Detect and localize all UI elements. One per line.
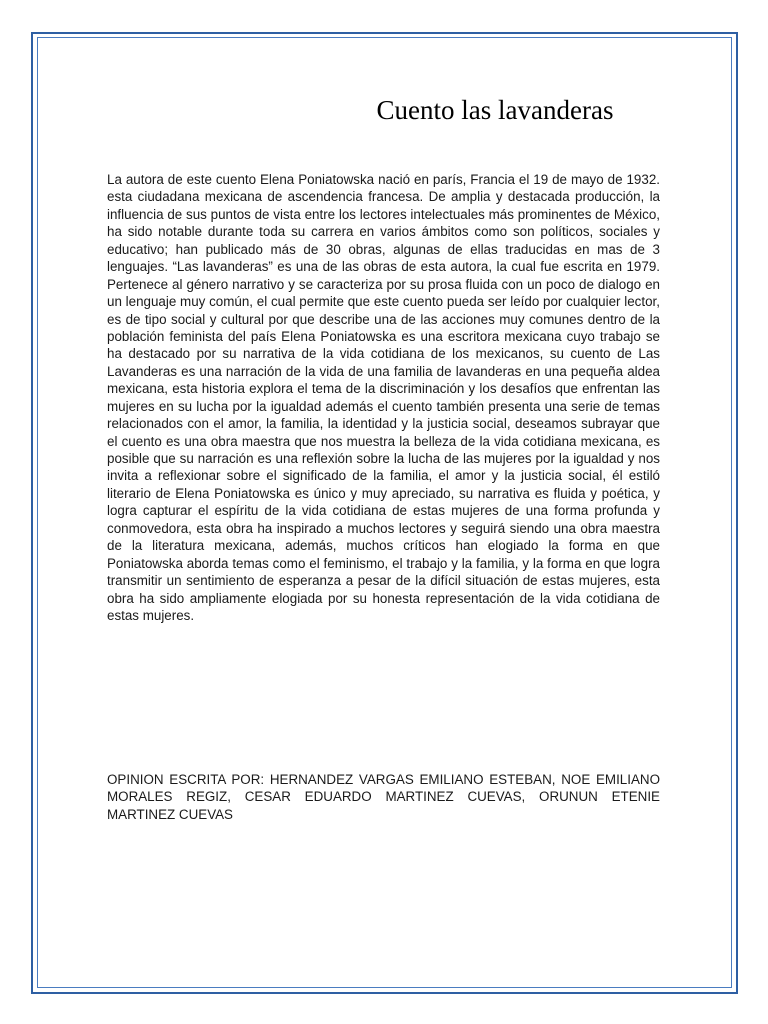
authors-paragraph: OPINION ESCRITA POR: HERNANDEZ VARGAS EMILIANO ESTEBAN, NOE EMILIANO MORALES REGIZ, CESAR EDUARDO MARTINEZ CUEVAS, ORUNUN ETENIE MARTINEZ CUEVAS [107,772,660,822]
body-paragraph: La autora de este cuento Elena Poniatowska nació en parís, Francia el 19 de mayo de 1932. esta ciudadana mexicana de ascendencia francesa. De amplia y destacada producción, la influencia de sus puntos de vista entre los lectores intelectuales más prominentes de México, ha sido notable durante toda su carrera en varios ámbitos como son políticos, sociales y educativo; han publicado más de 30 obras, algunas de ellas traducidas en mas de 3 lenguajes. “Las lavanderas” es una de las obras de esta autora, la cual fue escrita en 1979. Pertenece al género narrativo y se caracteriza por su prosa fluida con un poco de dialogo en un lenguaje muy común, el cual permite que este cuento pueda ser leído por cualquier lector, es de tipo social y cultural por que describe una de las acciones muy comunes dentro de la población feminista del país Elena Poniatowska es una escritora mexicana cuyo trabajo se ha destacado por su narrativa de la vida cotidiana de los mexicanos, su cuento de Las Lavanderas es una narración de la vida de una familia de lavanderas en una pequeña aldea mexicana, esta historia explora el tema de la discriminación y los desafíos que enfrentan las mujeres en su lucha por la igualdad además el cuento también presenta una serie de temas relacionados con el amor, la familia, la identidad y la justicia social, deseamos subrayar que el cuento es una obra maestra que nos muestra la belleza de la vida cotidiana mexicana, es posible que su narración es una reflexión sobre la lucha de las mujeres por la igualdad y nos invita a reflexionar sobre el significado de la familia, el amor y la justicia social, él estiló literario de Elena Poniatowska es único y muy apreciado, su narrativa es fluida y poética, y logra capturar el espíritu de la vida cotidiana de estas mujeres de una forma profunda y conmovedora, esta obra ha inspirado a muchos lectores y seguirá siendo una obra maestra de la literatura mexicana, además, muchos críticos han elogiado la forma en que Poniatowska aborda temas como el feminismo, el trabajo y la familia, y la forma en que logra transmitir un sentimiento de esperanza a pesar de la difícil situación de estas mujeres, esta obra ha sido ampliamente elogiada por su honesta representación de la vida cotidiana de estas mujeres. [107,172,660,623]
document-title: Cuento las lavanderas [376,95,614,125]
